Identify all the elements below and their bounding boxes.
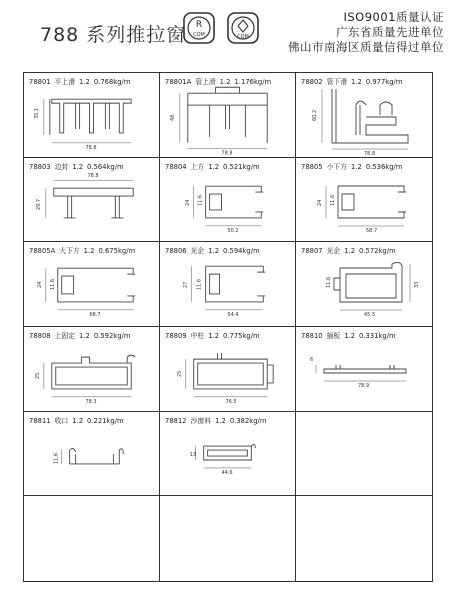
- profile-thickness: 1.2: [208, 247, 220, 256]
- profile-thickness: 1.2: [344, 331, 356, 340]
- empty-cell: [296, 412, 432, 497]
- profile-thickness: 1.2: [215, 416, 226, 425]
- profile-thickness: 1.2: [208, 331, 220, 340]
- dim-width: 50.2: [227, 227, 239, 234]
- profile-thickness: 1.2: [344, 247, 356, 256]
- profile-code: 78812: [165, 416, 187, 425]
- profile-cell-78808: [24, 327, 160, 412]
- profile-code: 78809: [165, 331, 187, 340]
- profile-drawing: [24, 424, 159, 496]
- profile-name: 平上滑: [54, 78, 76, 86]
- profile-code: 78805: [301, 162, 323, 171]
- profile-catalog-grid: [23, 72, 433, 582]
- profile-cell-78802: [296, 73, 432, 158]
- profile-code: 78811: [29, 416, 51, 425]
- profile-cell-78805: [296, 158, 432, 243]
- profile-name: 上固定: [54, 331, 76, 340]
- dim-width: 45.5: [364, 312, 376, 319]
- dim-height: 25: [176, 370, 183, 377]
- quality-mark-logo-1: [183, 12, 215, 44]
- profile-name: 边封: [54, 162, 69, 171]
- profile-drawing: [24, 170, 159, 242]
- profile-code: 78808: [29, 331, 51, 340]
- svg-text:R: R: [195, 20, 203, 30]
- profile-drawing: [24, 85, 159, 157]
- profile-drawing: [160, 85, 295, 157]
- dim-width: 78.8: [87, 172, 99, 179]
- profile-weight: 1.176kg/m: [234, 78, 272, 86]
- dim-height: 24: [184, 199, 191, 206]
- profile-name: 上方: [190, 162, 205, 171]
- profile-thickness: 1.2: [208, 162, 220, 171]
- profile-thickness: 1.2: [351, 78, 362, 86]
- profile-cell-78810: [296, 327, 432, 412]
- profile-thickness: 1.2: [79, 331, 90, 340]
- profile-weight: 0.536kg/m: [365, 162, 403, 171]
- profile-thickness: 1.2: [351, 162, 362, 171]
- profile-name: 管上滑: [195, 78, 216, 86]
- page-title: 788 系列推拉窗: [40, 24, 187, 46]
- profile-name: 中柱: [190, 331, 205, 340]
- profile-cell-78805a: [24, 242, 160, 327]
- dim-inner: 11.6: [49, 279, 56, 291]
- profile-name: 光企: [190, 247, 205, 256]
- profile-cell-78804: [160, 158, 296, 243]
- profile-cell-78806: [160, 242, 296, 327]
- profile-thickness: 1.2: [72, 416, 84, 425]
- profile-drawing: [160, 170, 295, 242]
- profile-drawing: [24, 339, 159, 411]
- dim-inner: 11.6: [196, 279, 203, 291]
- dim-height: 25: [34, 372, 41, 379]
- dim-width: 54.4: [227, 312, 239, 319]
- empty-cell: [24, 496, 160, 581]
- profile-drawing: [296, 85, 432, 157]
- profile-weight: 0.572kg/m: [359, 247, 396, 256]
- profile-thickness: 1.2: [72, 162, 84, 171]
- profile-code: 78803: [29, 162, 51, 171]
- cert-line-3: 佛山市南海区质量信得过单位: [288, 40, 444, 54]
- cert-line-1: ISO9001质量认证: [343, 10, 444, 24]
- logo1-text: CQM: [193, 32, 205, 38]
- dim-width: 68.7: [89, 312, 101, 319]
- profile-weight: 0.675kg/m: [98, 247, 136, 256]
- profile-weight: 0.382kg/m: [229, 416, 267, 425]
- certification-block: [288, 10, 444, 55]
- profile-drawing: [296, 254, 432, 326]
- profile-name: 管下滑: [326, 78, 348, 86]
- profile-cell-78803: [24, 158, 160, 243]
- profile-name: 沙窗料: [190, 416, 212, 425]
- profile-weight: 0.331kg/m: [359, 331, 396, 340]
- quality-mark-logo-2: [227, 12, 259, 44]
- profile-weight: 0.521kg/m: [223, 162, 260, 171]
- empty-cell: [296, 496, 432, 581]
- profile-code: 78810: [301, 331, 323, 340]
- dim-width: 78.3: [85, 398, 97, 405]
- dim-height: 60.2: [312, 109, 318, 121]
- profile-code: 78802: [301, 78, 323, 86]
- logo2-text: CQM: [237, 34, 249, 40]
- profile-name: 光企: [326, 247, 341, 256]
- empty-cell: [160, 496, 296, 581]
- dim-height: 13: [189, 451, 197, 458]
- profile-code: 78805A: [29, 247, 56, 256]
- dim-width: 44.6: [221, 469, 233, 476]
- dim-inner: 11.6: [326, 277, 332, 289]
- dim-height: 6: [310, 356, 314, 363]
- dim-height: 11.6: [53, 452, 60, 464]
- dim-width: 78.8: [221, 150, 233, 157]
- dim-height: 24: [36, 282, 43, 289]
- profile-drawing: [296, 339, 432, 411]
- dim-height: 33: [414, 281, 420, 289]
- profile-weight: 0.768kg/m: [93, 78, 131, 86]
- profile-weight: 0.775kg/m: [223, 331, 260, 340]
- cert-line-2: 广东省质量先进单位: [336, 25, 444, 39]
- profile-cell-78809: [160, 327, 296, 412]
- dim-width: 78.9: [358, 382, 370, 389]
- dim-height: 27: [182, 282, 189, 289]
- profile-drawing: [160, 424, 295, 496]
- profile-name: 大下方: [59, 247, 80, 256]
- profile-weight: 0.594kg/m: [223, 247, 260, 256]
- profile-thickness: 1.2: [79, 78, 90, 86]
- profile-code: 78807: [301, 247, 323, 256]
- profile-weight: 0.564kg/m: [87, 162, 124, 171]
- dim-inner: 11.6: [330, 194, 336, 206]
- profile-code: 78806: [165, 247, 187, 256]
- dim-height: 29.7: [35, 198, 42, 210]
- dim-height: 24: [317, 199, 323, 206]
- profile-name: 小下方: [326, 162, 348, 171]
- profile-cell-78812: [160, 412, 296, 497]
- profile-cell-78807: [296, 242, 432, 327]
- dim-height: 35.1: [33, 107, 40, 120]
- dim-height: 48: [169, 114, 176, 121]
- profile-drawing: [160, 254, 295, 326]
- profile-weight: 0.221kg/m: [87, 416, 124, 425]
- dim-width: 58.7: [366, 227, 378, 234]
- profile-weight: 0.977kg/m: [365, 78, 403, 86]
- profile-code: 78801A: [165, 78, 192, 86]
- profile-code: 78801: [29, 78, 51, 86]
- dim-width: 78.8: [85, 144, 97, 151]
- profile-cell-78811: [24, 412, 160, 497]
- profile-thickness: 1.2: [219, 78, 231, 86]
- profile-thickness: 1.2: [83, 247, 95, 256]
- dim-width: 78.8: [364, 151, 376, 157]
- dim-inner: 11.6: [197, 194, 204, 206]
- profile-drawing: [160, 339, 295, 411]
- profile-cell-78801: [24, 73, 160, 158]
- profile-drawing: [296, 170, 432, 242]
- profile-drawing: [24, 254, 159, 326]
- profile-weight: 0.592kg/m: [93, 331, 131, 340]
- profile-cell-78801a: [160, 73, 296, 158]
- profile-name: 插板: [326, 331, 341, 340]
- profile-code: 78804: [165, 162, 187, 171]
- dim-width: 76.5: [225, 398, 237, 405]
- profile-name: 收口: [54, 416, 69, 425]
